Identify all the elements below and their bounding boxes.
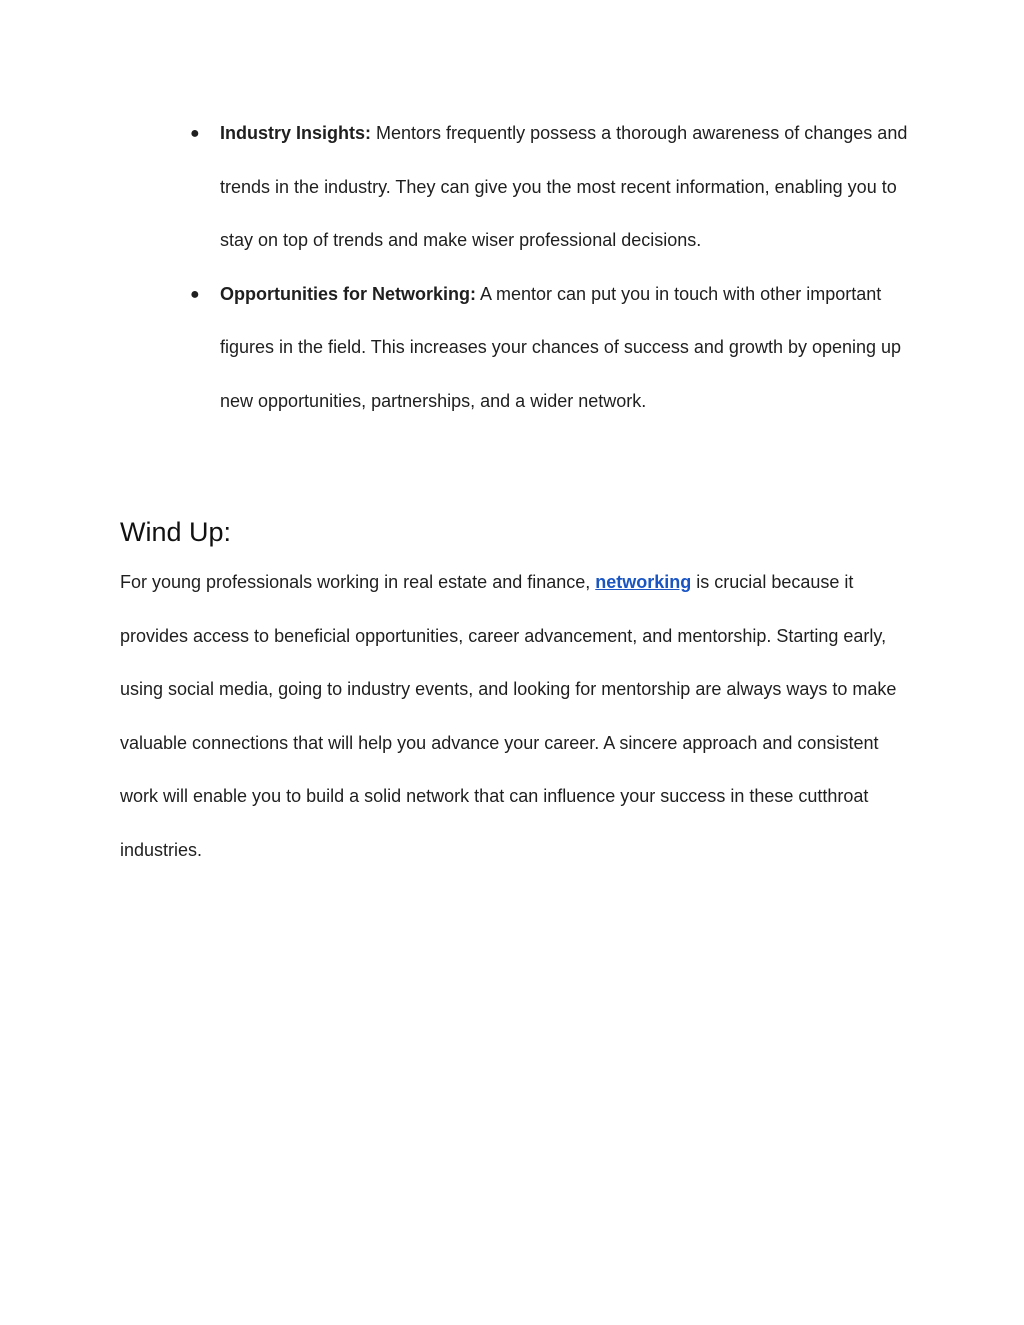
bullet-icon: ● xyxy=(190,125,200,142)
bullet-icon: ● xyxy=(190,285,200,303)
bullet-text: A mentor can put you in touch with other important figures in the field. This increases your chances of success and growth by opening up new opportunities, partnerships, and a wider network. xyxy=(220,283,902,411)
paragraph-text-end: is crucial because it provides access to beneficial opportunities, career advancement, and mentorship. Starting early, using social media, going to industry events, and looking for mentorship are always ways to make valuable connections that will help you advance your career. A sincere approach and consistent work will enable you to build a solid network that can influence your success in these cutthroat industries. xyxy=(120,572,897,860)
list-item xyxy=(190,268,920,429)
paragraph-text-start: For young professionals working in real estate and finance, xyxy=(120,572,596,592)
networking-link[interactable]: networking xyxy=(595,572,692,592)
mentorship-benefits-list xyxy=(190,107,920,428)
list-item xyxy=(190,107,920,268)
bullet-term: Opportunities for Networking: xyxy=(220,283,476,304)
section-heading: Wind Up: xyxy=(120,517,232,547)
bullet-term: Industry Insights: xyxy=(220,123,372,143)
bullet-text: Mentors frequently possess a thorough awareness of changes and trends in the industry. They can give you the most recent information, enabling you to stay on top of trends and make wiser professional decisions. xyxy=(220,123,908,250)
conclusion-paragraph xyxy=(120,556,910,878)
